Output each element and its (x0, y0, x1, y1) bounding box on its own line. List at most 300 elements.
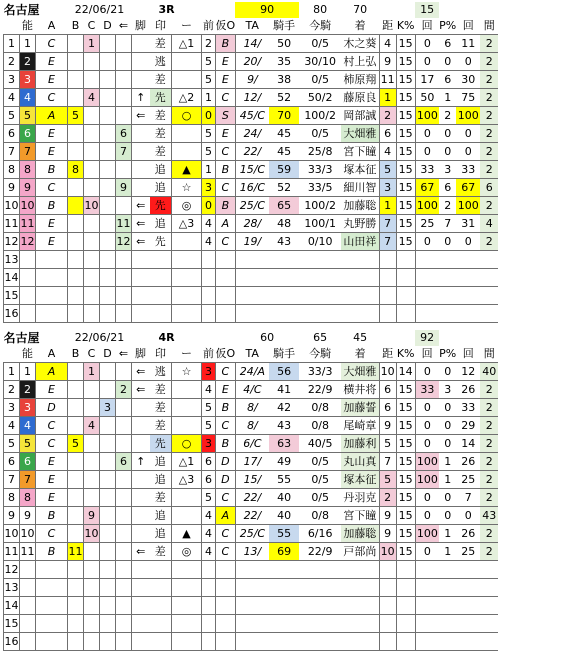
kai2-cell: 2 (480, 161, 498, 179)
c-cell (100, 53, 116, 71)
jockey-cell: 山田祥 (341, 233, 379, 251)
mark-cell (172, 125, 202, 143)
arrow-cell (132, 525, 150, 543)
dash-cell: 3 (202, 179, 216, 197)
b-cell (84, 579, 100, 597)
horse-cell: 4 (20, 89, 36, 107)
kai2-cell: 2 (480, 143, 498, 161)
style-cell: 差 (150, 71, 172, 89)
dash-cell: 5 (202, 53, 216, 71)
mark-cell (172, 269, 202, 287)
d-cell: 12 (116, 233, 132, 251)
mark-cell: ☆ (172, 179, 202, 197)
b-cell: 9 (84, 507, 100, 525)
table-row (4, 179, 499, 197)
arrow-cell (132, 579, 150, 597)
jockey-cell: 細川智 (341, 179, 379, 197)
ta-cell (269, 287, 299, 305)
finish-cell: 6 (379, 125, 396, 143)
ta-cell (269, 561, 299, 579)
kai1-cell: 2 (439, 197, 456, 215)
dist-cell: 15 (396, 543, 415, 561)
jockey-cell (341, 561, 379, 579)
a-cell (68, 233, 84, 251)
arrow-cell: ⇐ (132, 197, 150, 215)
style-cell: 追 (150, 179, 172, 197)
ppct-cell (456, 633, 480, 651)
post-cell: 10 (4, 197, 20, 215)
horse-cell: 11 (20, 543, 36, 561)
kai1-cell: 0 (439, 125, 456, 143)
mark-cell: ▲ (172, 161, 202, 179)
jockey-cell: 加藤聡 (341, 197, 379, 215)
ability-cell: C (36, 417, 68, 435)
mark-cell (172, 561, 202, 579)
jockey-cell: 尾崎章 (341, 417, 379, 435)
table-row (4, 417, 499, 435)
jockey-stat-cell: 22/9 (299, 543, 341, 561)
b-cell: 4 (84, 417, 100, 435)
c-cell (100, 71, 116, 89)
dash-cell: 6 (202, 453, 216, 471)
kpct-cell (415, 287, 439, 305)
post-cell: 5 (4, 107, 20, 125)
a-cell (68, 269, 84, 287)
horse-cell: 2 (20, 53, 36, 71)
dist-cell (396, 287, 415, 305)
kpct-cell (415, 561, 439, 579)
style-cell: 差 (150, 543, 172, 561)
table-row (4, 525, 499, 543)
ppct-cell: 100 (456, 197, 480, 215)
ta-cell: 42 (269, 399, 299, 417)
dist-cell: 15 (396, 107, 415, 125)
kpct-cell: 0 (415, 543, 439, 561)
kari-cell: 4/C (235, 381, 269, 399)
kai1-cell (439, 597, 456, 615)
finish-cell: 9 (379, 525, 396, 543)
column-header: D (100, 346, 116, 363)
mark-cell: △3 (172, 471, 202, 489)
table-row (4, 53, 499, 71)
horse-cell: 7 (20, 143, 36, 161)
kpct-cell: 33 (415, 381, 439, 399)
jockey-stat-cell (299, 615, 341, 633)
finish-cell: 2 (379, 489, 396, 507)
d-cell (116, 305, 132, 323)
kari-cell: 8/ (235, 417, 269, 435)
prev-cell (216, 305, 236, 323)
kari-cell (235, 579, 269, 597)
jockey-stat-cell: 0/5 (299, 125, 341, 143)
race-table-4r (3, 330, 498, 651)
ppct-cell: 0 (456, 53, 480, 71)
table-row (4, 305, 499, 323)
ability-cell (36, 305, 68, 323)
kai2-cell: 2 (480, 35, 498, 53)
ta-cell: 55 (269, 471, 299, 489)
kai1-cell: 0 (439, 143, 456, 161)
arrow-cell (132, 399, 150, 417)
horse-cell: 8 (20, 161, 36, 179)
ta-cell: 40 (269, 489, 299, 507)
table-row (4, 579, 499, 597)
c-cell (100, 251, 116, 269)
arrow-cell (132, 269, 150, 287)
horse-cell: 5 (20, 107, 36, 125)
style-cell (150, 615, 172, 633)
ppct-cell (456, 251, 480, 269)
jockey-cell (341, 287, 379, 305)
arrow-cell (132, 561, 150, 579)
jockey-cell: 宮下瞳 (341, 507, 379, 525)
b-cell: 4 (84, 89, 100, 107)
d-cell (116, 53, 132, 71)
style-cell (150, 633, 172, 651)
ppct-cell: 7 (456, 489, 480, 507)
ppct-cell: 25 (456, 543, 480, 561)
c-cell (100, 35, 116, 53)
arrow-cell (132, 287, 150, 305)
kai1-cell: 1 (439, 525, 456, 543)
post-cell: 13 (4, 251, 20, 269)
horse-cell: 8 (20, 489, 36, 507)
finish-cell (379, 269, 396, 287)
horse-cell: 7 (20, 471, 36, 489)
a-cell (68, 251, 84, 269)
column-header: P% (439, 346, 456, 363)
style-cell: 差 (150, 107, 172, 125)
table-row (4, 597, 499, 615)
kpct-cell: 0 (415, 399, 439, 417)
ability-cell: B (36, 197, 68, 215)
kpct-cell: 0 (415, 489, 439, 507)
dash-cell (202, 633, 216, 651)
arrow-cell (132, 71, 150, 89)
table-row (4, 381, 499, 399)
prev-cell (216, 633, 236, 651)
jockey-stat-cell: 0/5 (299, 471, 341, 489)
ta-cell (269, 597, 299, 615)
ta-cell: 41 (269, 381, 299, 399)
mark-cell (172, 399, 202, 417)
a-cell (68, 633, 84, 651)
arrow-cell: ⇐ (132, 381, 150, 399)
kari-cell: 45/C (235, 107, 269, 125)
ppct-cell: 67 (456, 179, 480, 197)
post-cell: 8 (4, 489, 20, 507)
prev-cell: D (216, 453, 236, 471)
post-cell: 6 (4, 453, 20, 471)
race-info-row (4, 330, 499, 346)
kai2-cell: 2 (480, 107, 498, 125)
summary-value-1: 90 (235, 2, 299, 18)
kai1-cell: 0 (439, 53, 456, 71)
arrow-cell: ⇐ (132, 233, 150, 251)
c-cell (100, 233, 116, 251)
dash-cell: 4 (202, 233, 216, 251)
style-cell (150, 251, 172, 269)
ability-cell: C (36, 35, 68, 53)
ability-cell: C (36, 89, 68, 107)
ability-cell (36, 597, 68, 615)
kai2-cell (480, 287, 498, 305)
style-cell: 先 (150, 89, 172, 107)
kai1-cell (439, 561, 456, 579)
jockey-stat-cell: 6/16 (299, 525, 341, 543)
kai2-cell: 2 (480, 525, 498, 543)
dist-cell: 15 (396, 53, 415, 71)
horse-cell (20, 287, 36, 305)
jockey-stat-cell: 25/8 (299, 143, 341, 161)
d-cell: 9 (116, 179, 132, 197)
d-cell (116, 615, 132, 633)
d-cell (116, 71, 132, 89)
ability-cell (36, 579, 68, 597)
mark-cell (172, 417, 202, 435)
a-cell (68, 417, 84, 435)
style-cell: 差 (150, 417, 172, 435)
jockey-stat-cell: 0/5 (299, 71, 341, 89)
dist-cell: 15 (396, 381, 415, 399)
a-cell (68, 453, 84, 471)
kai2-cell: 2 (480, 125, 498, 143)
arrow-cell (132, 305, 150, 323)
kari-cell: 13/ (235, 543, 269, 561)
column-header: 前 (202, 346, 216, 363)
ability-cell: A (36, 363, 68, 381)
kari-cell: 9/ (235, 71, 269, 89)
kari-cell: 24/A (235, 363, 269, 381)
c-cell (100, 269, 116, 287)
column-header: 脚 (132, 346, 150, 363)
column-header: 脚 (132, 18, 150, 35)
style-cell: 追 (150, 471, 172, 489)
ppct-cell: 0 (456, 233, 480, 251)
kai2-cell (480, 615, 498, 633)
arrow-cell: ↑ (132, 453, 150, 471)
ppct-cell (456, 287, 480, 305)
c-cell (100, 579, 116, 597)
prev-cell (216, 579, 236, 597)
style-cell (150, 269, 172, 287)
ta-cell: 50 (269, 35, 299, 53)
post-cell: 3 (4, 71, 20, 89)
post-cell: 8 (4, 161, 20, 179)
column-header: 仮O (216, 346, 236, 363)
a-cell (68, 489, 84, 507)
mark-cell (172, 507, 202, 525)
kari-cell: 6/C (235, 435, 269, 453)
b-cell (84, 287, 100, 305)
prev-cell: C (216, 417, 236, 435)
kai1-cell: 1 (439, 453, 456, 471)
table-row (4, 251, 499, 269)
c-cell (100, 287, 116, 305)
column-header: C (84, 346, 100, 363)
horse-cell: 9 (20, 179, 36, 197)
horse-cell: 9 (20, 507, 36, 525)
ability-cell (36, 633, 68, 651)
b-cell (84, 71, 100, 89)
column-header: 前 (202, 18, 216, 35)
b-cell: 10 (84, 525, 100, 543)
ability-cell: E (36, 381, 68, 399)
table-row (4, 435, 499, 453)
dash-cell (202, 287, 216, 305)
finish-cell (379, 287, 396, 305)
kari-cell: 12/ (235, 89, 269, 107)
kai2-cell: 2 (480, 381, 498, 399)
kai2-cell: 6 (480, 179, 498, 197)
finish-cell: 11 (379, 71, 396, 89)
kari-cell (235, 305, 269, 323)
venue-name: 名古屋 (3, 3, 40, 17)
column-header: 間 (480, 18, 498, 35)
venue-name: 名古屋 (3, 331, 40, 345)
kpct-cell (415, 615, 439, 633)
kai2-cell: 2 (480, 399, 498, 417)
jockey-cell: 大畑雅 (341, 363, 379, 381)
b-cell: 1 (84, 363, 100, 381)
race-table-3r (3, 2, 498, 323)
kpct-cell: 0 (415, 35, 439, 53)
ppct-cell (456, 615, 480, 633)
finish-cell: 9 (379, 507, 396, 525)
table-row (4, 507, 499, 525)
horse-cell (20, 615, 36, 633)
jockey-stat-cell (299, 287, 341, 305)
a-cell (68, 507, 84, 525)
b-cell (84, 305, 100, 323)
ability-cell (36, 287, 68, 305)
table-row (4, 143, 499, 161)
kai2-cell (480, 561, 498, 579)
column-header: A (36, 18, 68, 35)
prev-cell: C (216, 179, 236, 197)
kari-cell: 15/ (235, 471, 269, 489)
kpct-cell: 0 (415, 363, 439, 381)
jockey-stat-cell: 0/10 (299, 233, 341, 251)
kai2-cell (480, 305, 498, 323)
prev-cell: E (216, 71, 236, 89)
jockey-cell: 丹羽克 (341, 489, 379, 507)
column-header: TA (235, 346, 269, 363)
post-cell: 12 (4, 233, 20, 251)
ta-cell: 43 (269, 417, 299, 435)
finish-cell: 10 (379, 363, 396, 381)
jockey-cell: 加藤誓 (341, 399, 379, 417)
kari-cell (235, 251, 269, 269)
jockey-cell: 木之葵 (341, 35, 379, 53)
jockey-cell: 加藤利 (341, 435, 379, 453)
prev-cell: C (216, 525, 236, 543)
kai1-cell: 1 (439, 89, 456, 107)
style-cell: 差 (150, 399, 172, 417)
kari-cell: 24/ (235, 125, 269, 143)
kpct-cell: 0 (415, 435, 439, 453)
column-header: ⇐ (116, 346, 132, 363)
ta-cell: 43 (269, 233, 299, 251)
arrow-cell (132, 615, 150, 633)
post-cell: 9 (4, 179, 20, 197)
finish-cell: 6 (379, 399, 396, 417)
ability-cell: E (36, 125, 68, 143)
c-cell (100, 507, 116, 525)
prev-cell: C (216, 143, 236, 161)
column-header: 回 (415, 346, 439, 363)
column-header: 着 (341, 18, 379, 35)
c-cell (100, 417, 116, 435)
kari-cell: 28/ (235, 215, 269, 233)
kpct-cell: 100 (415, 525, 439, 543)
dist-cell: 15 (396, 435, 415, 453)
kai1-cell (439, 251, 456, 269)
c-cell (100, 215, 116, 233)
prev-cell: E (216, 381, 236, 399)
arrow-cell (132, 489, 150, 507)
column-header: 間 (480, 346, 498, 363)
table-row (4, 399, 499, 417)
table-row (4, 543, 499, 561)
a-cell (68, 71, 84, 89)
jockey-stat-cell: 0/5 (299, 35, 341, 53)
d-cell (116, 197, 132, 215)
c-cell (100, 179, 116, 197)
jockey-stat-cell: 50/2 (299, 89, 341, 107)
jockey-cell (341, 597, 379, 615)
finish-cell (379, 579, 396, 597)
jockey-stat-cell (299, 633, 341, 651)
jockey-cell (341, 305, 379, 323)
style-cell (150, 305, 172, 323)
a-cell: 5 (68, 435, 84, 453)
b-cell (84, 453, 100, 471)
horse-cell: 6 (20, 453, 36, 471)
finish-cell (379, 561, 396, 579)
table-row (4, 471, 499, 489)
prev-cell (216, 615, 236, 633)
b-cell (84, 107, 100, 125)
dist-cell (396, 561, 415, 579)
dash-cell: 4 (202, 381, 216, 399)
table-row (4, 89, 499, 107)
kpct-cell: 100 (415, 471, 439, 489)
summary-value-1: 60 (260, 331, 275, 344)
style-cell: 先 (150, 435, 172, 453)
entries-table (3, 2, 498, 323)
horse-cell: 3 (20, 71, 36, 89)
column-header: 能 (20, 346, 36, 363)
kai2-cell: 2 (480, 417, 498, 435)
ppct-cell: 33 (456, 399, 480, 417)
jockey-stat-cell: 0/8 (299, 417, 341, 435)
column-header: ⇐ (116, 18, 132, 35)
dash-cell (202, 615, 216, 633)
kai1-cell: 0 (439, 417, 456, 435)
horse-cell (20, 561, 36, 579)
kpct-cell: 33 (415, 161, 439, 179)
horse-cell: 2 (20, 381, 36, 399)
arrow-cell: ⇐ (132, 543, 150, 561)
d-cell (116, 597, 132, 615)
table-row (4, 35, 499, 53)
finish-cell (379, 597, 396, 615)
kari-cell: 22/ (235, 489, 269, 507)
column-header: K% (396, 346, 415, 363)
c-cell: 3 (100, 399, 116, 417)
ability-cell: B (36, 507, 68, 525)
